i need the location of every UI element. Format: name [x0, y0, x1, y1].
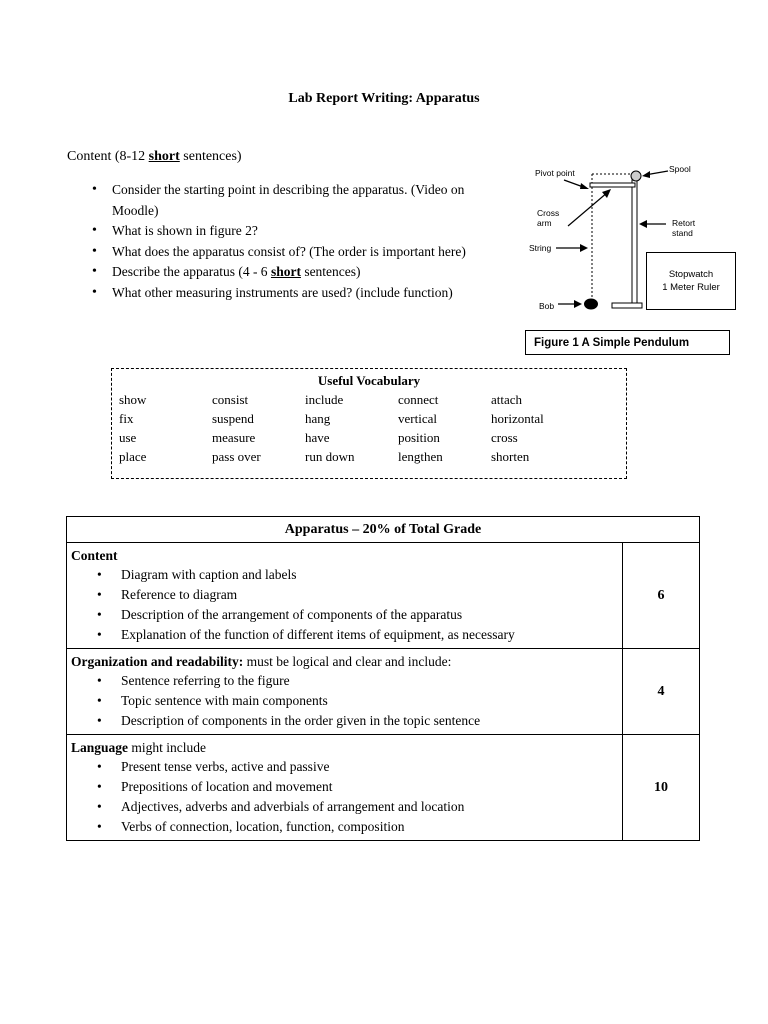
content-heading-suffix: sentences) — [179, 149, 242, 164]
criteria-list — [71, 565, 618, 645]
vocab-word: hang — [305, 411, 331, 426]
content-heading-emphasis: short — [148, 149, 180, 164]
content-bullet-list — [92, 180, 512, 303]
vocab-word: consist — [212, 392, 249, 407]
vocab-word: run down — [305, 449, 355, 464]
vocab-word: show — [119, 392, 147, 407]
vocab-word: horizontal — [491, 411, 544, 426]
rubric-header: Apparatus – 20% of Total Grade — [67, 517, 700, 543]
criteria-item: • Explanation of the function of different items of equipment, as necessary — [97, 625, 618, 645]
criteria-item: • Reference to diagram — [97, 585, 618, 605]
criteria-item: • Description of components in the order given in the topic sentence — [97, 711, 618, 731]
criteria-heading-bold: Language — [71, 740, 129, 755]
bullet-item: • What does the apparatus consist of? (The order is important here) — [92, 242, 512, 263]
vocab-word: place — [119, 449, 147, 464]
bullet-emphasis: short — [270, 264, 301, 279]
pivot-arrowhead — [580, 183, 589, 189]
rubric-row-content — [67, 543, 700, 649]
criteria-heading-bold: Organization and readability: — [71, 654, 244, 669]
vocab-word: cross — [491, 430, 518, 445]
measuring-instruments-box — [646, 252, 736, 310]
string-label: String — [529, 243, 552, 253]
criteria-item: • Topic sentence with main components — [97, 691, 618, 711]
bullet-item — [92, 262, 512, 283]
rubric-criteria-cell — [67, 543, 623, 649]
pivot-label: Pivot point — [535, 168, 575, 178]
criteria-item: • Present tense verbs, active and passive — [97, 757, 618, 777]
rubric-criteria-cell — [67, 649, 623, 735]
criteria-item: • Verbs of connection, location, function, composition — [97, 817, 618, 837]
criteria-item: • Adjectives, adverbs and adverbials of arrangement and location — [97, 797, 618, 817]
vocab-word: lengthen — [398, 449, 443, 464]
vocabulary-title: Useful Vocabulary — [317, 373, 421, 388]
score-cell: 4 — [623, 649, 700, 735]
vocab-word: have — [305, 430, 330, 445]
bullet-suffix: sentences) — [300, 264, 361, 279]
page-title: Lab Report Writing: Apparatus — [288, 91, 480, 106]
vocab-word: include — [305, 392, 344, 407]
spool-label: Spool — [669, 164, 691, 174]
retort-stand-pole — [632, 180, 637, 305]
spool-shape — [631, 171, 641, 181]
vocab-word: shorten — [491, 449, 530, 464]
content-heading — [67, 149, 242, 165]
rubric-header-row — [67, 517, 700, 543]
vocab-word: vertical — [398, 411, 437, 426]
bullet-item: • What is shown in figure 2? — [92, 221, 512, 242]
bob-label: Bob — [539, 301, 555, 311]
criteria-heading-rest: might include — [128, 740, 207, 755]
criteria-heading-bold: Content — [71, 548, 118, 563]
retort-stand-base — [612, 303, 642, 308]
criteria-list — [71, 757, 618, 837]
cross-arm-label: Cross arm — [537, 208, 560, 228]
cross-arm — [590, 183, 635, 187]
vocabulary-grid — [112, 390, 626, 466]
vocab-word: connect — [398, 392, 439, 407]
vocab-word: use — [119, 430, 137, 445]
figure-caption: Figure 1 A Simple Pendulum — [525, 330, 730, 355]
vocab-word: pass over — [212, 449, 261, 464]
bullet-item: • What other measuring instruments are used? (include function) — [92, 283, 512, 304]
criteria-heading — [71, 738, 618, 757]
pendulum-bob — [584, 299, 598, 310]
retort-arrowhead — [639, 220, 647, 228]
criteria-item: • Sentence referring to the figure — [97, 671, 618, 691]
vocab-word: fix — [119, 411, 134, 426]
criteria-item: • Diagram with caption and labels — [97, 565, 618, 585]
criteria-heading-rest: must be logical and clear and include: — [243, 654, 452, 669]
criteria-item: • Prepositions of location and movement — [97, 777, 618, 797]
criteria-heading — [71, 546, 618, 565]
rubric-criteria-cell — [67, 735, 623, 841]
retort-stand-label: Retort stand — [672, 218, 696, 238]
string-arrowhead — [580, 244, 588, 252]
bullet-prefix: Describe the apparatus (4 - 6 — [112, 264, 271, 279]
vocab-word: measure — [212, 430, 256, 445]
spool-arrowhead — [642, 171, 650, 178]
grading-rubric-table — [66, 516, 700, 841]
rubric-row-language — [67, 735, 700, 841]
vocab-word: suspend — [212, 411, 254, 426]
bullet-item: • Consider the starting point in describing the apparatus. (Video on Moodle) — [92, 180, 512, 221]
score-cell: 6 — [623, 543, 700, 649]
criteria-heading — [71, 652, 618, 671]
rubric-row-organization — [67, 649, 700, 735]
criteria-list — [71, 671, 618, 731]
ruler-text: 1 Meter Ruler — [662, 282, 720, 293]
score-cell: 10 — [623, 735, 700, 841]
vocab-word: position — [398, 430, 440, 445]
vocab-word: attach — [491, 392, 523, 407]
cross-arm-arrow — [568, 192, 608, 226]
vocabulary-box — [111, 368, 627, 479]
bob-arrowhead — [574, 300, 582, 308]
content-heading-prefix: Content (8-12 — [67, 149, 149, 164]
stopwatch-text: Stopwatch — [668, 269, 714, 280]
criteria-item: • Description of the arrangement of components of the apparatus — [97, 605, 618, 625]
